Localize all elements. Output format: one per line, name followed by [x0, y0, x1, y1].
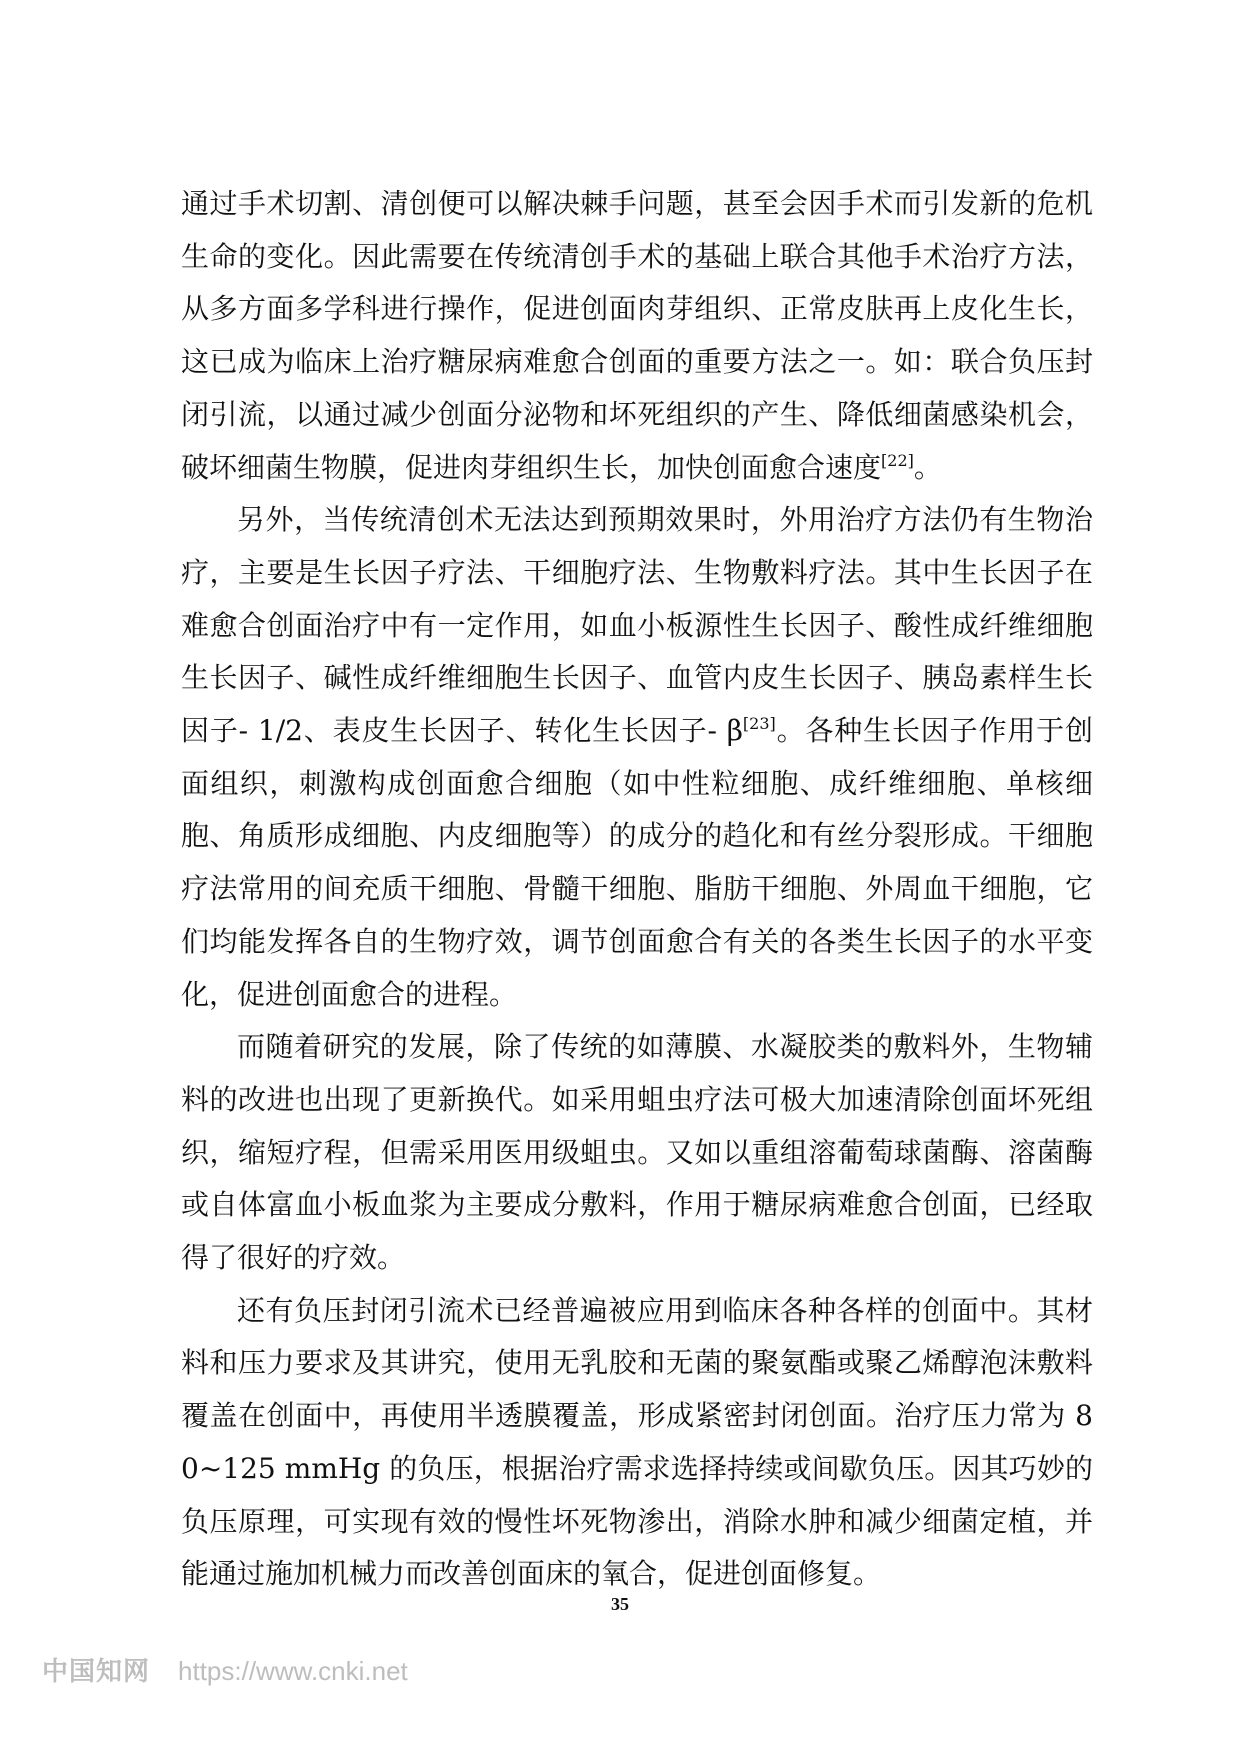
paragraph-text: 另外，当传统清创术无法达到预期效果时，外用治疗方法仍有生物治疗，主要是生长因子疗法、干细胞疗法、生物敷料疗法。其中生长因子在难愈合创面治疗中有一定作用，如血小板源性生长因子、酸性成纤维细胞生长因子、碱性成纤维细胞生长因子、血管内皮生长因子、胰岛素样生长因子- 1/2、表皮生长因子、转化生长因子- β — [181, 503, 1093, 748]
paragraph-text-tail: 。各种生长因子作用于创面组织，刺激构成创面愈合细胞（如中性粒细胞、成纤维细胞、单核细胞、角质形成细胞、内皮细胞等）的成分的趋化和有丝分裂形成。干细胞疗法常用的间充质干细胞、骨髓干细胞、脂肪干细胞、外周血干细胞，它们均能发挥各自的生物疗效，调节创面愈合有关的各类生长因子的水平变化，促进创面愈合的进程。 — [181, 714, 1093, 1011]
paragraph-text: 通过手术切割、清创便可以解决棘手问题，甚至会因手术而引发新的危机生命的变化。因此需要在传统清创手术的基础上联合其他手术治疗方法，从多方面多学科进行操作，促进创面肉芽组织、正常皮肤再上皮化生长，这已成为临床上治疗糖尿病难愈合创面的重要方法之一。如：联合负压封闭引流，以通过减少创面分泌物和坏死组织的产生、降低细菌感染机会，破坏细菌生物膜，促进肉芽组织生长，加快创面愈合速度 — [181, 187, 1093, 484]
page-body — [181, 178, 1093, 1601]
paragraph-text: 还有负压封闭引流术已经普遍被应用到临床各种各样的创面中。其材料和压力要求及其讲究，使用无乳胶和无菌的聚氨酯或聚乙烯醇泡沫敷料覆盖在创面中，再使用半透膜覆盖，形成紧密封闭创面。治疗压力常为 80~125 mmHg 的负压，根据治疗需求选择持续或间歇负压。因其巧妙的负压原理，可实现有效的慢性坏死物渗出，消除水肿和减少细菌定植，并能通过施加机械力而改善创面床的氧合，促进创面修复。 — [181, 1293, 1093, 1591]
paragraph-text: 而随着研究的发展，除了传统的如薄膜、水凝胶类的敷料外，生物辅料的改进也出现了更新换代。如采用蛆虫疗法可极大加速清除创面坏死组织，缩短疗程，但需采用医用级蛆虫。又如以重组溶葡萄球菌酶、溶菌酶或自体富血小板血浆为主要成分敷料，作用于糖尿病难愈合创面，已经取得了很好的疗效。 — [181, 1030, 1093, 1275]
cnki-watermark — [42, 1651, 408, 1688]
paragraph-continued — [181, 178, 1093, 494]
paragraph-biological-therapy — [181, 494, 1093, 1021]
page-number: 35 — [611, 1594, 629, 1614]
citation-22[interactable]: [22] — [881, 450, 914, 470]
citation-23[interactable]: [23] — [742, 714, 776, 734]
paragraph-negative-pressure — [181, 1285, 1093, 1601]
cnki-url: https://www.cnki.net — [178, 1656, 408, 1686]
paragraph-dressings — [181, 1021, 1093, 1285]
cnki-logo: 中国知网 — [42, 1657, 151, 1687]
paragraph-text-tail: 。 — [913, 450, 942, 484]
